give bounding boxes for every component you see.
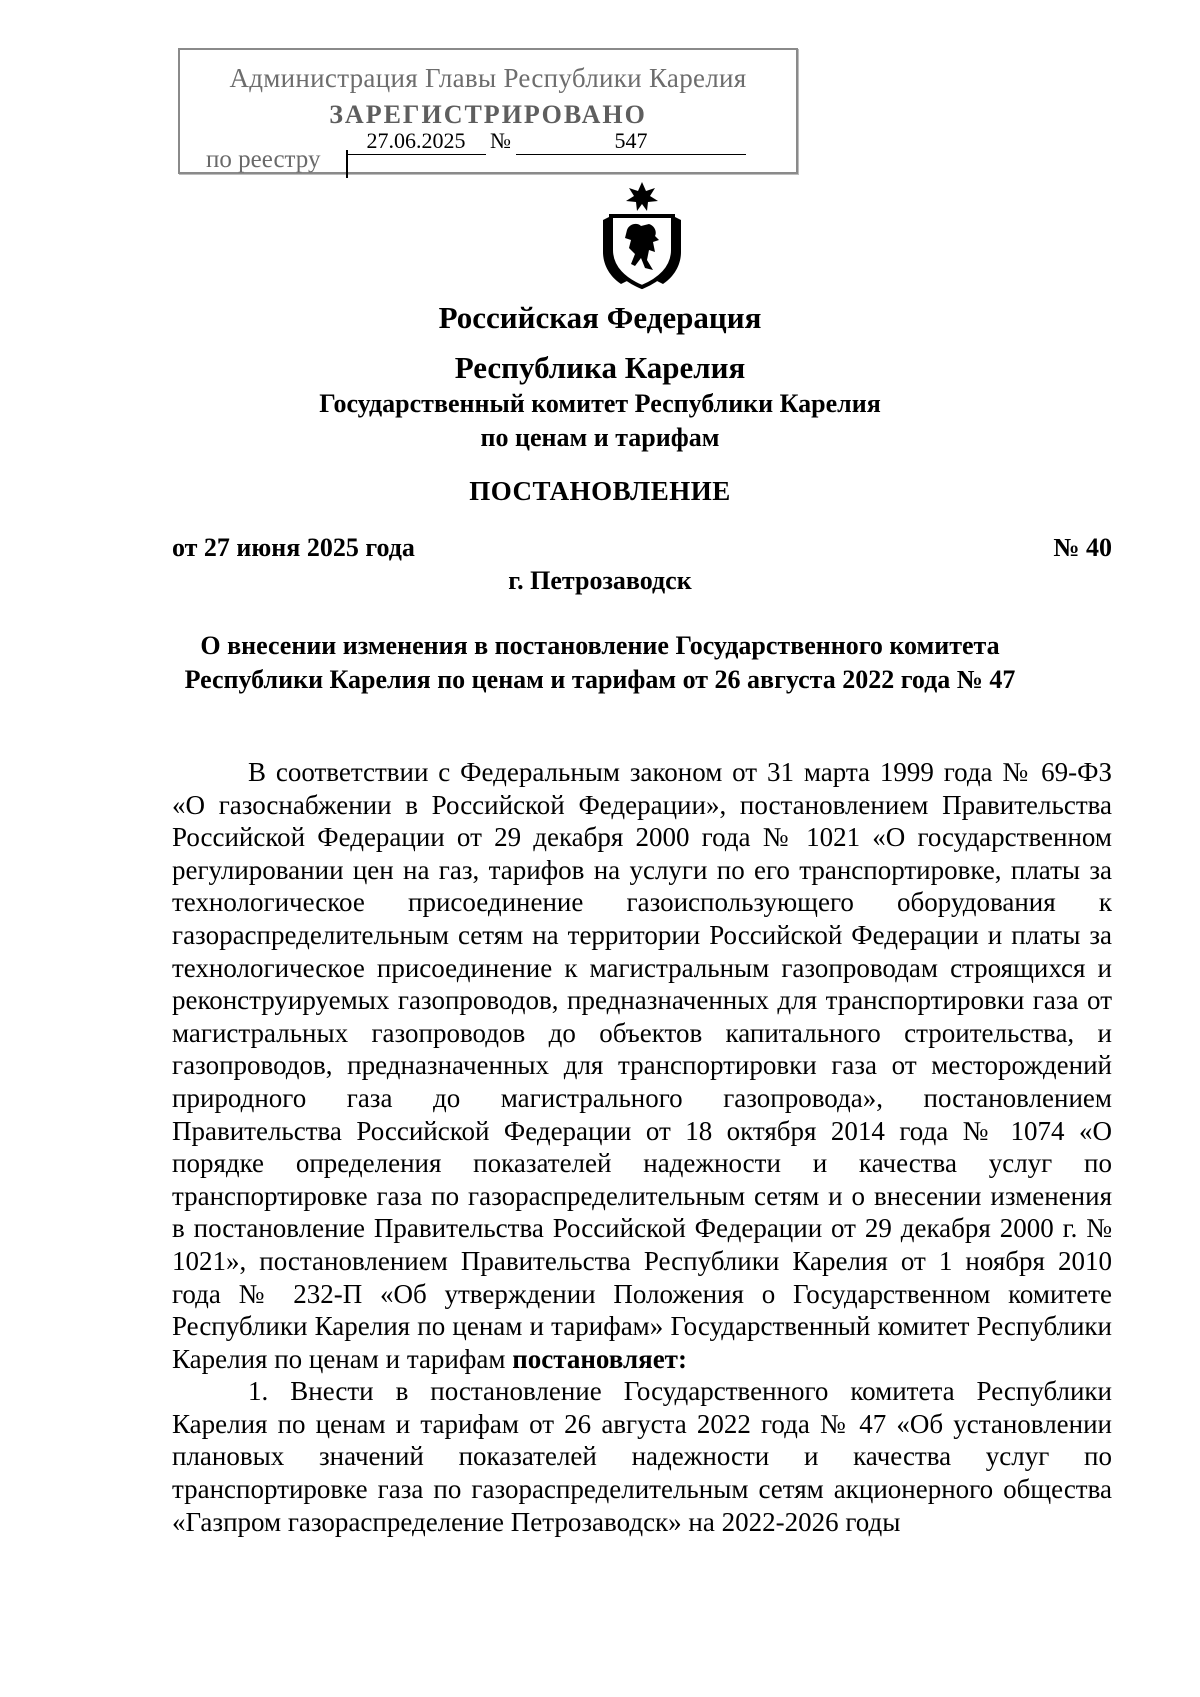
committee-title-line2: по ценам и тарифам	[480, 423, 720, 452]
document-date: от 27 июня 2025 года	[172, 533, 415, 562]
resolution-keyword: постановляет:	[512, 1343, 687, 1374]
karelia-coat-of-arms-icon	[597, 180, 687, 290]
subject-line1: О внесении изменения в постановление Государственного комитета	[200, 631, 1000, 660]
stamp-number-sign: №	[490, 128, 511, 153]
document-body	[172, 756, 1112, 1538]
body-paragraph-2: 1. Внести в постановление Государственного комитета Республики Карелия по ценам и тарифам от 26 августа 2022 года № 47 «Об установлении плановых значений показателей надежности и качества услуг по транспортировке газа по газораспределительным сетям акционерного общества «Газпром газораспределение Петрозаводск» на 2022-2026 годы	[172, 1376, 1112, 1537]
stamp-date-field: 27.06.2025	[346, 128, 486, 155]
stamp-administration: Администрация Главы Республики Карелия	[229, 63, 747, 93]
registration-stamp	[178, 48, 798, 174]
stamp-number-field: 547	[516, 128, 746, 155]
federation-title: Российская Федерация	[438, 300, 762, 335]
document-type: ПОСТАНОВЛЕНИЕ	[469, 476, 731, 506]
committee-title-line1: Государственный комитет Республики Карелия	[319, 389, 881, 418]
body-paragraph-1	[172, 756, 1112, 1375]
stamp-registered: ЗАРЕГИСТРИРОВАНО	[329, 100, 647, 129]
document-number: № 40	[1053, 533, 1112, 562]
body-paragraph-1-text: В соответствии с Федеральным законом от 31 марта 1999 года № 69-ФЗ «О газоснабжении в Российской Федерации», постановлением Правительства Российской Федерации от 29 декабря 2000 года № 1021 «О государственном регулировании цен на газ, тарифов на услуги по его транспортировке, платы за технологическое присоединение газоиспользующего оборудования к газораспределительным сетям на территории Российской Федерации и платы за технологическое присоединение к магистральным газопроводам строящихся и реконструируемых газопроводов, предназначенных для транспортировки газа от магистральных газопроводов до объектов капитального строительства, и газопроводов, предназначенных для транспортировки газа от месторождений природного газа до магистрального газопровода», постановлением Правительства Российской Федерации от 18 октября 2014 года № 1074 «О порядке определения показателей надежности и качества услуг по транспортировке газа по газораспределительным сетям и о внесении изменения в постановление Правительства Российской Федерации от 29 декабря 2000 г. № 1021», постановлением Правительства Республики Карелия от 1 ноября 2010 года № 232-П «Об утверждении Положения о Государственном комитете Республики Карелия по ценам и тарифам» Государственный комитет Республики Карелия по ценам и тарифам	[172, 757, 1112, 1374]
document-city: г. Петрозаводск	[508, 566, 692, 595]
stamp-registry-label: по реестру	[206, 146, 321, 173]
subject-line2: Республики Карелия по ценам и тарифам от 26 августа 2022 года № 47	[184, 665, 1016, 694]
text-cursor	[346, 150, 348, 178]
republic-title: Республика Карелия	[454, 350, 746, 385]
